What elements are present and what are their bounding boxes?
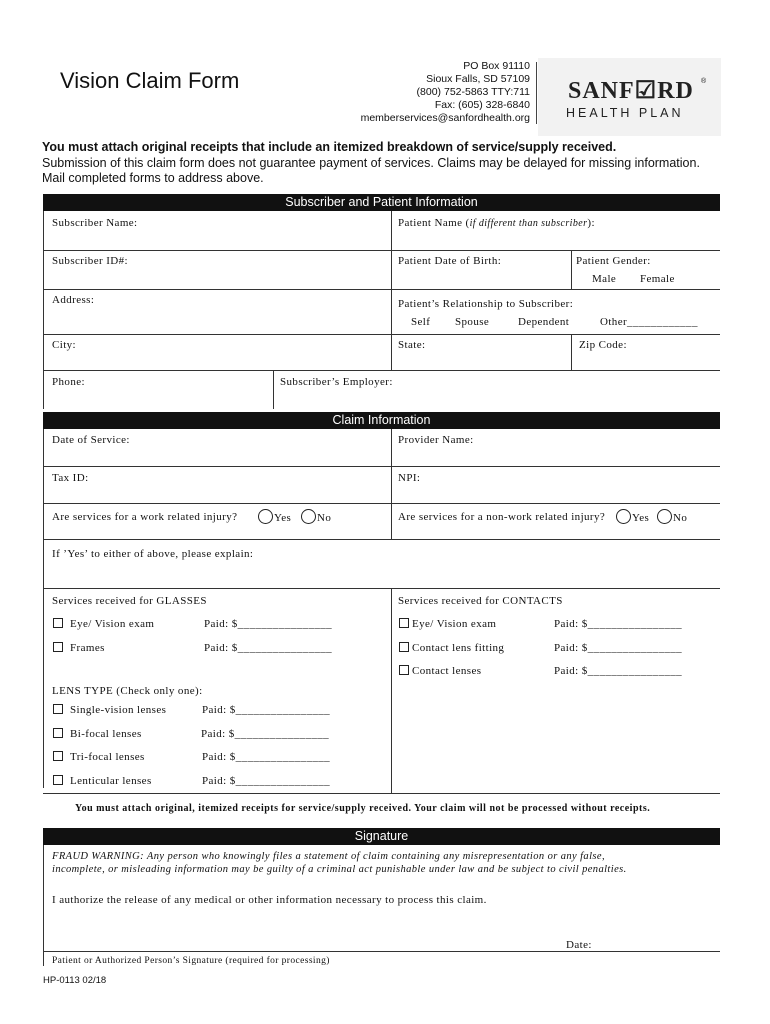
lens-single-vision-label: Single-vision lenses (70, 704, 167, 716)
row-divider (43, 588, 720, 589)
contacts-fitting-checkbox[interactable] (399, 642, 504, 654)
address-line-city: Sioux Falls, SD 57109 (426, 73, 530, 85)
fraud-warning-line: FRAUD WARNING: Any person who knowingly files a statement of claim containing any misrepresentation or any false, (52, 851, 605, 862)
relationship-option-other[interactable]: Other____________ (600, 316, 698, 328)
signature-section-header: Signature (43, 828, 720, 845)
glasses-frames-checkbox[interactable] (53, 642, 105, 654)
contacts-lenses-paid-field[interactable]: Paid: $________________ (554, 665, 683, 677)
signature-line[interactable] (43, 951, 720, 952)
lens-type-heading: LENS TYPE (Check only one): (52, 685, 203, 697)
row-divider (43, 289, 720, 290)
gender-option-male[interactable]: Male (592, 273, 617, 285)
patient-name-field[interactable] (398, 217, 595, 229)
page-title: Vision Claim Form (60, 68, 240, 93)
gender-option-female[interactable]: Female (640, 273, 675, 285)
address-line-po-box: PO Box 91110 (463, 60, 530, 72)
phone-field[interactable]: Phone: (52, 376, 85, 388)
checkbox-icon[interactable] (53, 751, 63, 761)
column-divider (571, 334, 572, 370)
signature-date-field[interactable]: Date: (566, 939, 592, 951)
checkbox-icon[interactable] (53, 704, 63, 714)
state-field[interactable]: State: (398, 339, 426, 351)
date-of-service-field[interactable]: Date of Service: (52, 434, 130, 446)
checkbox-icon[interactable] (53, 642, 63, 652)
patient-name-hint: if different than subscriber (469, 218, 588, 229)
nonwork-injury-yes[interactable] (616, 509, 649, 524)
relationship-option-dependent[interactable]: Dependent (518, 316, 570, 328)
address-line-phone: (800) 752-5863 TTY:711 (416, 86, 530, 98)
work-injury-yes[interactable] (258, 509, 291, 524)
subscriber-name-field[interactable]: Subscriber Name: (52, 217, 138, 229)
address-field[interactable]: Address: (52, 294, 95, 306)
table-border-left (43, 429, 44, 788)
header-divider (536, 62, 537, 124)
form-code: HP-0113 02/18 (43, 975, 107, 986)
lens-lenticular-checkbox[interactable] (53, 775, 152, 787)
row-divider (43, 539, 720, 540)
column-divider (391, 429, 392, 539)
row-divider (43, 250, 720, 251)
radio-icon[interactable] (616, 509, 631, 524)
subscriber-section-header: Subscriber and Patient Information (43, 194, 720, 211)
table-border-left (43, 211, 44, 409)
work-injury-no[interactable] (301, 509, 331, 524)
lens-single-vision-paid-field[interactable]: Paid: $________________ (202, 704, 331, 716)
radio-icon[interactable] (657, 509, 672, 524)
table-border-left (43, 845, 44, 966)
logo-wordmark: SANF☑RD (568, 78, 694, 104)
nonwork-injury-yes-label: Yes (632, 512, 650, 524)
subscriber-id-field[interactable]: Subscriber ID#: (52, 255, 128, 267)
checkbox-icon[interactable] (399, 642, 409, 652)
row-divider (43, 793, 720, 794)
zip-code-field[interactable]: Zip Code: (579, 339, 627, 351)
contacts-lenses-label: Contact lenses (412, 665, 482, 677)
lens-trifocal-paid-field[interactable]: Paid: $________________ (202, 751, 331, 763)
nonwork-injury-question: Are services for a non-work related injury? (398, 511, 606, 523)
lens-bifocal-label: Bi-focal lenses (70, 728, 142, 740)
column-divider (571, 250, 572, 289)
row-divider (43, 503, 720, 504)
patient-name-label-end: ): (587, 217, 595, 229)
column-divider (391, 211, 392, 370)
glasses-exam-checkbox[interactable] (53, 618, 154, 630)
lens-trifocal-checkbox[interactable] (53, 751, 145, 763)
row-divider (43, 466, 720, 467)
checkbox-icon[interactable] (53, 775, 63, 785)
npi-field[interactable]: NPI: (398, 472, 421, 484)
provider-name-field[interactable]: Provider Name: (398, 434, 474, 446)
logo-subtitle: HEALTH PLAN (566, 106, 684, 120)
work-injury-yes-label: Yes (274, 512, 292, 524)
mail-instruction: Mail completed forms to address above. (42, 171, 264, 185)
sanford-logo (538, 58, 721, 136)
receipts-note: You must attach original, itemized receipts for service/supply received. Your claim will not be processed without receipts. (75, 803, 651, 814)
city-field[interactable]: City: (52, 339, 77, 351)
checkbox-icon[interactable] (53, 728, 63, 738)
glasses-heading: Services received for GLASSES (52, 595, 207, 607)
lens-lenticular-label: Lenticular lenses (70, 775, 152, 787)
checkbox-icon[interactable] (399, 618, 409, 628)
row-divider (43, 370, 720, 371)
glasses-exam-paid-field[interactable]: Paid: $________________ (204, 618, 333, 630)
claim-section-header: Claim Information (43, 412, 720, 429)
fraud-warning (52, 850, 627, 876)
receipt-warning: You must attach original receipts that include an itemized breakdown of service/supply received. (42, 140, 617, 154)
lens-bifocal-paid-field[interactable]: Paid: $________________ (201, 728, 330, 740)
contacts-fitting-label: Contact lens fitting (412, 642, 505, 654)
radio-icon[interactable] (301, 509, 316, 524)
mailing-address (361, 60, 530, 125)
checkbox-icon[interactable] (53, 618, 63, 628)
patient-name-label: Patient Name ( (398, 217, 470, 229)
contacts-lenses-checkbox[interactable] (399, 665, 481, 677)
contacts-heading: Services received for CONTACTS (398, 595, 563, 607)
column-divider (391, 588, 392, 793)
address-line-fax: Fax: (605) 328-6840 (434, 99, 530, 111)
work-injury-no-label: No (317, 512, 332, 524)
employer-field[interactable]: Subscriber’s Employer: (280, 376, 393, 388)
lens-trifocal-label: Tri-focal lenses (70, 751, 145, 763)
relationship-label: Patient’s Relationship to Subscriber: (398, 298, 574, 310)
logo-registered-mark: ® (701, 78, 707, 85)
nonwork-injury-no-label: No (673, 512, 688, 524)
authorization-statement: I authorize the release of any medical or other information necessary to process this claim. (52, 894, 487, 906)
relationship-option-self[interactable]: Self (411, 316, 431, 328)
radio-icon[interactable] (258, 509, 273, 524)
patient-dob-field[interactable]: Patient Date of Birth: (398, 255, 502, 267)
checkbox-icon[interactable] (399, 665, 409, 675)
address-line-email: memberservices@sanfordhealth.org (360, 112, 530, 124)
lens-lenticular-paid-field[interactable]: Paid: $________________ (202, 775, 331, 787)
contacts-exam-label: Eye/ Vision exam (412, 618, 497, 630)
signature-label: Patient or Authorized Person’s Signature (required for processing) (52, 956, 330, 966)
patient-gender-label: Patient Gender: (576, 255, 651, 267)
glasses-exam-label: Eye/ Vision exam (70, 618, 155, 630)
work-injury-question: Are services for a work related injury? (52, 511, 238, 523)
contacts-exam-checkbox[interactable] (399, 618, 496, 630)
lens-bifocal-checkbox[interactable] (53, 728, 142, 740)
row-divider (43, 334, 720, 335)
column-divider (273, 370, 274, 409)
contacts-exam-paid-field[interactable]: Paid: $________________ (554, 618, 683, 630)
fraud-warning-line: incomplete, or misleading information may be guilty of a criminal act punishable under law and be subject to civil penalties. (52, 864, 627, 875)
tax-id-field[interactable]: Tax ID: (52, 472, 89, 484)
glasses-frames-paid-field[interactable]: Paid: $________________ (204, 642, 333, 654)
payment-disclaimer: Submission of this claim form does not guarantee payment of services. Claims may be delayed for missing information. (42, 156, 700, 170)
nonwork-injury-no[interactable] (657, 509, 687, 524)
lens-single-vision-checkbox[interactable] (53, 704, 166, 716)
relationship-option-spouse[interactable]: Spouse (455, 316, 490, 328)
contacts-fitting-paid-field[interactable]: Paid: $________________ (554, 642, 683, 654)
glasses-frames-label: Frames (70, 642, 105, 654)
explain-field[interactable]: If ’Yes’ to either of above, please explain: (52, 548, 254, 560)
